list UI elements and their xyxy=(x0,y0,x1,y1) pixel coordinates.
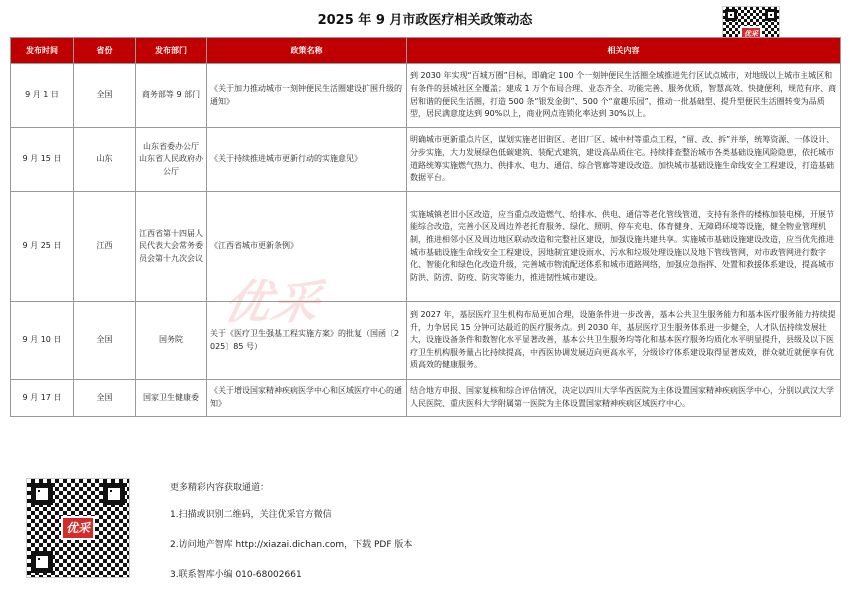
row-content: 到 2027 年，基层医疗卫生机构布局更加合理，设施条件进一步改善，基本公共卫生服务能力和基本医疗服务能力持续提升，力争居民 15 分钟可达最近的医疗服务点。到 2030 年，基层医疗卫生服务体系进一步健全，人才队伍持续发展壮大，设施设备条件和数智化水平显著改善，基本公共卫生服务均等化和基本医疗服务均质化水平明显提升，县级及以下医疗卫生机构服务量占比持续提高，中西医协调发展迈向更高水平，分级诊疗体系建设取得显著成效，群众就近就便享有优质高效的健康服务。 xyxy=(407,302,841,380)
row-date: 9 月 25 日 xyxy=(11,192,74,302)
table-row xyxy=(11,302,841,380)
table-row xyxy=(11,192,841,302)
row-policy-name: 《关于加力推动城市一刻钟便民生活圈建设扩围升级的通知》 xyxy=(207,64,407,128)
row-policy-name: 《关于持续推进城市更新行动的实施意见》 xyxy=(207,128,407,192)
row-department: 山东省委办公厅 山东省人民政府办公厅 xyxy=(136,128,207,192)
row-department: 国家卫生健康委 xyxy=(136,380,207,417)
table-row xyxy=(11,380,841,417)
header-date: 发布时间 xyxy=(11,38,74,64)
watermark-logo: 优采 xyxy=(218,275,327,329)
footer-item-website[interactable]: 2.访问地产智库 http://xiazai.dichan.com，下载 PDF 版本 xyxy=(170,540,413,550)
row-department: 商务部等 9 部门 xyxy=(136,64,207,128)
qr-code-bottom xyxy=(26,478,130,578)
header-province: 省份 xyxy=(74,38,136,64)
page-title: 2025 年 9 月市政医疗相关政策动态 xyxy=(317,13,533,28)
row-province: 江西 xyxy=(74,192,136,302)
row-department: 江西省第十四届人民代表大会常务委员会第十九次会议 xyxy=(136,192,207,302)
row-date: 9 月 10 日 xyxy=(11,302,74,380)
qr-logo-top: 优采 xyxy=(740,26,762,42)
row-policy-name: 《江西省城市更新条例》 xyxy=(207,192,407,302)
header-department: 发布部门 xyxy=(136,38,207,64)
row-policy-name: 《关于增设国家精神疾病医学中心和区域医疗中心的通知》 xyxy=(207,380,407,417)
row-province: 全国 xyxy=(74,302,136,380)
footer-item-contact: 3.联系智库小编 010-68002661 xyxy=(170,570,302,580)
row-date: 9 月 17 日 xyxy=(11,380,74,417)
qr-logo-bottom: 优采 xyxy=(61,516,95,540)
row-content: 实施城镇老旧小区改造，应当重点改造燃气、给排水、供电、通信等老化管线管道，支持有条件的楼栋加装电梯，开展节能综合改造，完善小区及周边养老托育服务、绿化、照明、停车充电、体育健身、无障碍环境等设施，健全物业管理机制，推进相邻小区及周边地区联动改造和完整社区建设，加强设施共建共享。实施城市基础设施建设改造，应当优先推进城市基础设施生命线安全工程建设，因地制宜建设雨水、污水和垃圾处理设施以及地下管线管网，对市政管网进行数字化、智能化和绿色化改造升级，完善城市物流配送体系和城市道路网络，加强应急指挥、处置和救援体系建设，提高城市防洪、防涝、防疫、防灾等能力，推进韧性城市建设。 xyxy=(407,192,841,302)
header-policy: 政策名称 xyxy=(207,38,407,64)
footer-item-wechat: 1.扫描或识别二维码，关注优采官方微信 xyxy=(170,510,332,520)
header-content: 相关内容 xyxy=(407,38,841,64)
table-header-row xyxy=(11,38,841,64)
row-content: 到 2030 年实现“百城万圈”目标，即确定 100 个一刻钟便民生活圈全域推进先行区试点城市，对地级以上城市主城区和有条件的县城社区全覆盖；建成 1 万个布局合理、业态齐全、功能完善、服务优质，智慧高效、快捷便利，规范有序、商居和谐的便民生活圈，打造 500 条“银发金街”、500 个“童趣乐园”，推动一批基础型、提升型便民生活圈转变为品质型，居民满意度达到 90%以上，商业网点连锁化率达到 30%以上。 xyxy=(407,64,841,128)
row-content: 结合地方申报、国家复核和综合评估情况，决定以四川大学华西医院为主体设置国家精神疾病医学中心，分别以武汉大学人民医院、重庆医科大学附属第一医院为主体设置国家精神疾病区域医疗中心。 xyxy=(407,380,841,417)
policy-table xyxy=(10,37,841,417)
footer-heading: 更多精彩内容获取通道： xyxy=(170,483,270,493)
row-policy-name: 关于《医疗卫生强基工程实施方案》的批复（国函〔2025〕85 号） xyxy=(207,302,407,380)
row-province: 全国 xyxy=(74,380,136,417)
row-content: 明确城市更新重点片区，谋划实施老旧街区、老旧厂区、城中村等重点工程，“留、改、拆”并举，统筹资源、一体设计、分步实施，大力发展绿色低碳建筑、装配式建筑，建设高品质住宅。持续排查整治城市各类基础设施风险隐患，依托城市道路统筹实施燃气热力、供排水、电力、通信、综合管廊等建设改造。加快城市基础设施生命线安全工程建设，打造基础数据平台。 xyxy=(407,128,841,192)
row-province: 全国 xyxy=(74,64,136,128)
row-province: 山东 xyxy=(74,128,136,192)
row-date: 9 月 1 日 xyxy=(11,64,74,128)
row-date: 9 月 15 日 xyxy=(11,128,74,192)
table-row xyxy=(11,64,841,128)
table-row xyxy=(11,128,841,192)
row-department: 国务院 xyxy=(136,302,207,380)
